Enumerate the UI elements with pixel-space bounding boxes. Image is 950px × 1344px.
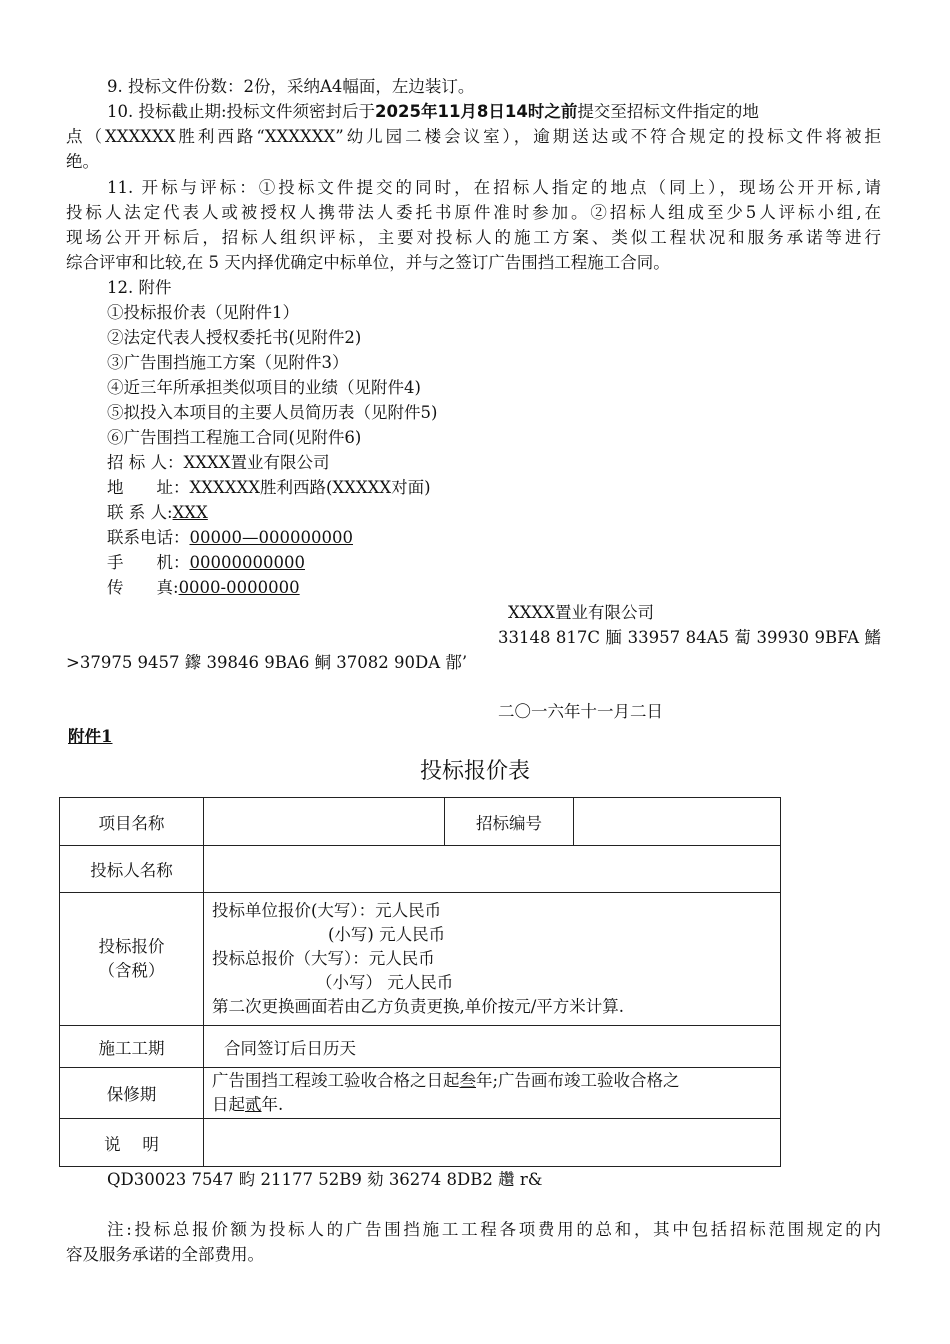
contact-row: [107, 500, 922, 525]
warranty-text: 年.: [261, 1095, 284, 1114]
item-10-post: 提交至招标文件指定的地: [577, 102, 759, 121]
warranty-text: 日起: [212, 1095, 245, 1114]
fax-label: 传 真:: [107, 578, 179, 597]
item-11-line3: 现场公开开标后，招标人组织评标，主要对投标人的施工方案、类似工程状况和服务承诺等进行: [66, 228, 881, 247]
mobile-label: 手 机：: [107, 553, 190, 572]
period-label: 施工工期: [60, 1026, 204, 1068]
item-11-line1: 11. 开标与评标：①投标文件提交的同时，在招标人指定的地点（同上），现场公开开标,请: [107, 178, 881, 197]
item-12: 12. 附件: [107, 278, 172, 297]
garbled-line: 33148 817C 腼 33957 84A5 蔔 39930 9BFA 鰭: [498, 628, 881, 647]
bid-price-label: [60, 893, 204, 1026]
period-value: 合同签订后日历天: [204, 1026, 781, 1068]
contact-value: XXX: [172, 503, 208, 522]
garbled-line: QD30023 7547 畇 21177 52B9 劾 36274 8DB2 趲 r&: [107, 1170, 543, 1189]
warranty-cell: [204, 1068, 781, 1119]
signature-date: 二〇一六年十一月二日: [498, 702, 663, 721]
deadline: 2025年11月8日14时之前: [375, 102, 578, 121]
address-value: XXXXXX胜利西路(XXXXX对面): [189, 478, 431, 497]
bid-number-cell: [574, 798, 781, 846]
garbled-line: >37975 9457 鑗 39846 9BA6 鲖 37082 90DA 鄁’: [66, 653, 468, 672]
form-title: 投标报价表: [419, 759, 530, 784]
bid-price-cell: [204, 893, 781, 1026]
bidder-name-cell: [204, 846, 781, 893]
item-9: 9. 投标文件份数：2份，采纳A4幅面，左边装订。: [107, 77, 475, 96]
table-row: [60, 798, 781, 846]
tenderer-value: XXXX置业有限公司: [183, 453, 330, 472]
tenderer-row: [107, 450, 922, 475]
mobile-row: [107, 550, 922, 575]
notes-label: 说 明: [60, 1119, 204, 1167]
item-10-line1: [107, 99, 881, 124]
table-row: [60, 1026, 781, 1068]
attachment-item: ①投标报价表（见附件1）: [107, 303, 299, 322]
mobile-value: 00000000000: [189, 553, 305, 572]
bid-price-line: （小写） 元人民币: [316, 973, 454, 992]
tenderer-label: 招 标 人：: [107, 453, 184, 472]
address-row: [107, 475, 922, 500]
signature-company: XXXX置业有限公司: [508, 603, 654, 622]
bid-price-label-line: （含税）: [98, 961, 165, 980]
attachment-item: ④近三年所承担类似项目的业绩（见附件4): [107, 378, 421, 397]
bidder-name-label: 投标人名称: [60, 846, 204, 893]
table-row: [60, 893, 781, 1026]
table-row: [60, 1068, 781, 1119]
warranty-line: [212, 1069, 772, 1093]
fax-row: [107, 575, 922, 600]
warranty-text: 广告围挡工程竣工验收合格之日起: [212, 1071, 460, 1090]
bid-price-line: 第二次更换画面若由乙方负责更换,单价按元/平方米计算.: [212, 997, 625, 1016]
bid-price-line: 投标单位报价(大写）：元人民币: [212, 901, 442, 920]
bid-quote-table: [59, 797, 781, 1167]
bid-price-line: (小写) 元人民币: [328, 925, 446, 944]
fax-value: 0000-0000000: [178, 578, 300, 597]
warranty-text: 年;广告画布竣工验收合格之: [476, 1071, 680, 1090]
project-name-label: 项目名称: [60, 798, 204, 846]
project-name-cell: [204, 798, 445, 846]
attachment-item: ②法定代表人授权委托书(见附件2): [107, 328, 362, 347]
phone-label: 联系电话：: [107, 528, 190, 547]
attachment-label: 附件1: [68, 727, 113, 746]
item-10-line2: 点（XXXXXX胜利西路“XXXXXX”幼儿园二楼会议室），逾期送达或不符合规定的投标文件将被拒: [66, 127, 881, 146]
bid-number-label: 招标编号: [445, 798, 574, 846]
phone-value: 00000—000000000: [189, 528, 353, 547]
address-label: 地 址：: [107, 478, 190, 497]
note-line2: 容及服务承诺的全部费用。: [66, 1245, 264, 1264]
phone-row: [107, 525, 922, 550]
warranty-years: 叁: [459, 1071, 476, 1090]
bid-price-label-line: 投标报价: [98, 937, 165, 956]
warranty-line: [212, 1093, 772, 1117]
bid-price-line: 投标总报价（大写）：元人民币: [212, 949, 435, 968]
attachment-item: ⑥广告围挡工程施工合同(见附件6): [107, 428, 362, 447]
contact-label: 联 系 人:: [107, 503, 173, 522]
item-11-line4: 综合评审和比较,在 5 天内择优确定中标单位，并与之签订广告围挡工程施工合同。: [66, 253, 670, 272]
attachment-item: ③广告围挡施工方案（见附件3）: [107, 353, 349, 372]
item-10-pre: 10. 投标截止期:投标文件须密封后于: [107, 102, 376, 121]
warranty-years: 贰: [245, 1095, 262, 1114]
warranty-label: 保修期: [60, 1068, 204, 1119]
item-11-line2: 投标人法定代表人或被授权人携带法人委托书原件准时参加。②招标人组成至少5人评标小组,在: [66, 203, 881, 222]
table-row: [60, 1119, 781, 1167]
note-line1: 注:投标总报价额为投标人的广告围挡施工工程各项费用的总和，其中包括招标范围规定的内: [107, 1220, 881, 1239]
table-row: [60, 846, 781, 893]
notes-cell: [204, 1119, 781, 1167]
attachment-item: ⑤拟投入本项目的主要人员简历表（见附件5): [107, 403, 438, 422]
item-10-line3: 绝。: [66, 152, 99, 171]
